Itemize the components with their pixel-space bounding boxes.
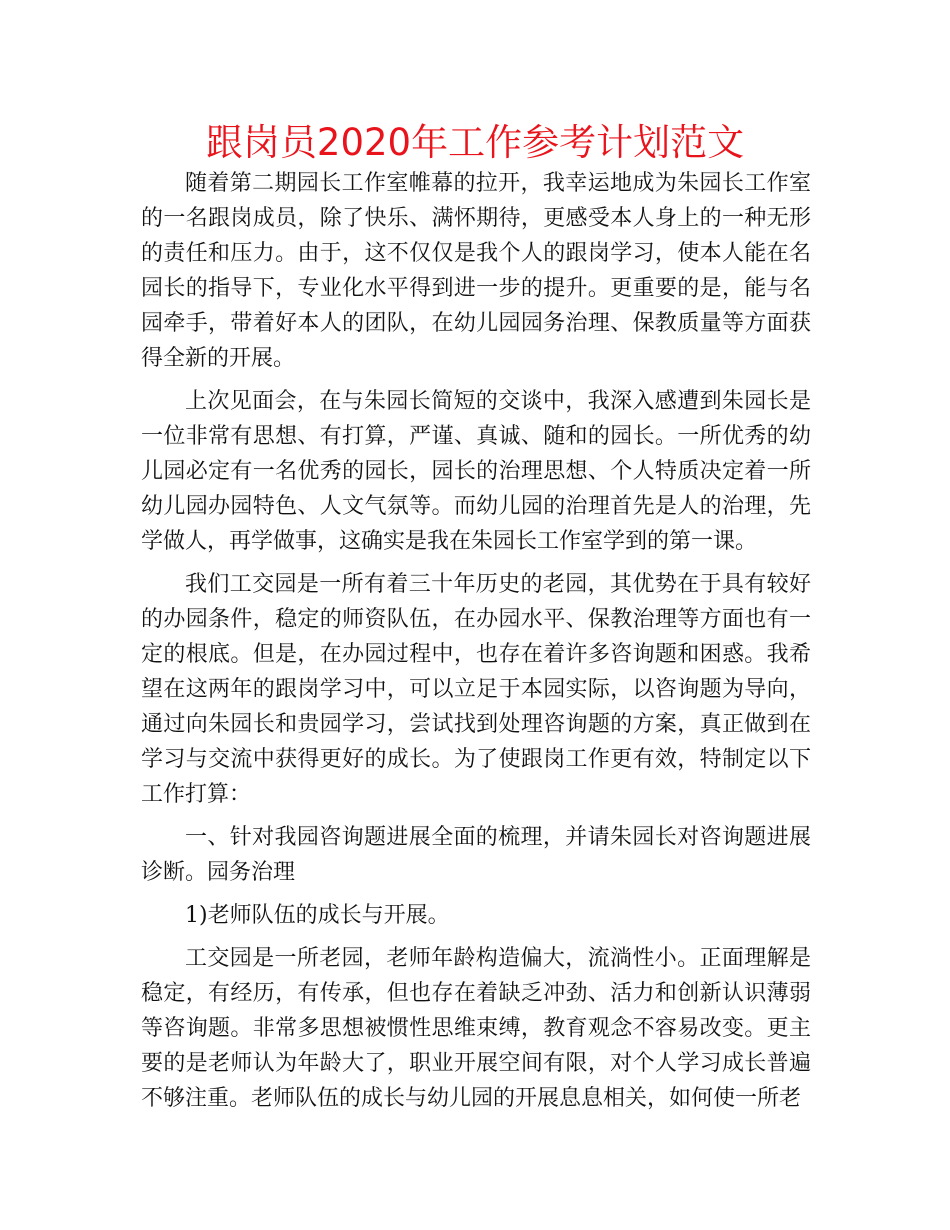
paragraph-6: 工交园是一所老园，老师年龄构造偏大，流淌性小。正面理解是稳定，有经历，有传承，但也存在着缺乏冲劲、活力和创新认识薄弱等咨询题。非常多思想被惯性思维束缚，教育观念不容易改变。更主要的是老师认为年龄大了，职业开展空间有限，对个人学习成长普遍不够注重。老师队伍的成长与幼儿园的开展息息相关，如何使一所老 (141, 946, 811, 1111)
paragraph-3: 我们工交园是一所有着三十年历史的老园，其优势在于具有较好的办园条件，稳定的师资队伍，在办园水平、保教治理等方面也有一定的根底。但是，在办园过程中，也存在着许多咨询题和困惑。我希望在这两年的跟岗学习中，可以立足于本园实际，以咨询题为导向，通过向朱园长和贵园学习，尝试找到处理咨询题的方案，真正做到在学习与交流中获得更好的成长。为了使跟岗工作更有效，特制定以下工作打算： (141, 572, 811, 807)
paragraph-2: 上次见面会，在与朱园长简短的交谈中，我深入感遭到朱园长是一位非常有思想、有打算，严谨、真诚、随和的园长。一所优秀的幼儿园必定有一名优秀的园长，园长的治理思想、个人特质决定着一所幼儿园办园特色、人文气氛等。而幼儿园的治理首先是人的治理，先学做人，再学做事，这确实是我在朱园长工作室学到的第一课。 (141, 389, 811, 554)
document-body (141, 166, 811, 1124)
paragraph-5: 1)老师队伍的成长与开展。 (185, 903, 450, 928)
paragraph-1: 随着第二期园长工作室帷幕的拉开，我幸运地成为朱园长工作室的一名跟岗成员，除了快乐、满怀期待，更感受本人身上的一种无形的责任和压力。由于，这不仅仅是我个人的跟岗学习，使本人能在名园长的指导下，专业化水平得到进一步的提升。更重要的是，能与名园牵手，带着好本人的团队，在幼儿园园务治理、保教质量等方面获得全新的开展。 (141, 171, 811, 371)
document-title: 跟岗员2020年工作参考计划范文 (205, 121, 745, 164)
paragraph-4: 一、针对我园咨询题进展全面的梳理，并请朱园长对咨询题进展诊断。园务治理 (141, 825, 811, 885)
